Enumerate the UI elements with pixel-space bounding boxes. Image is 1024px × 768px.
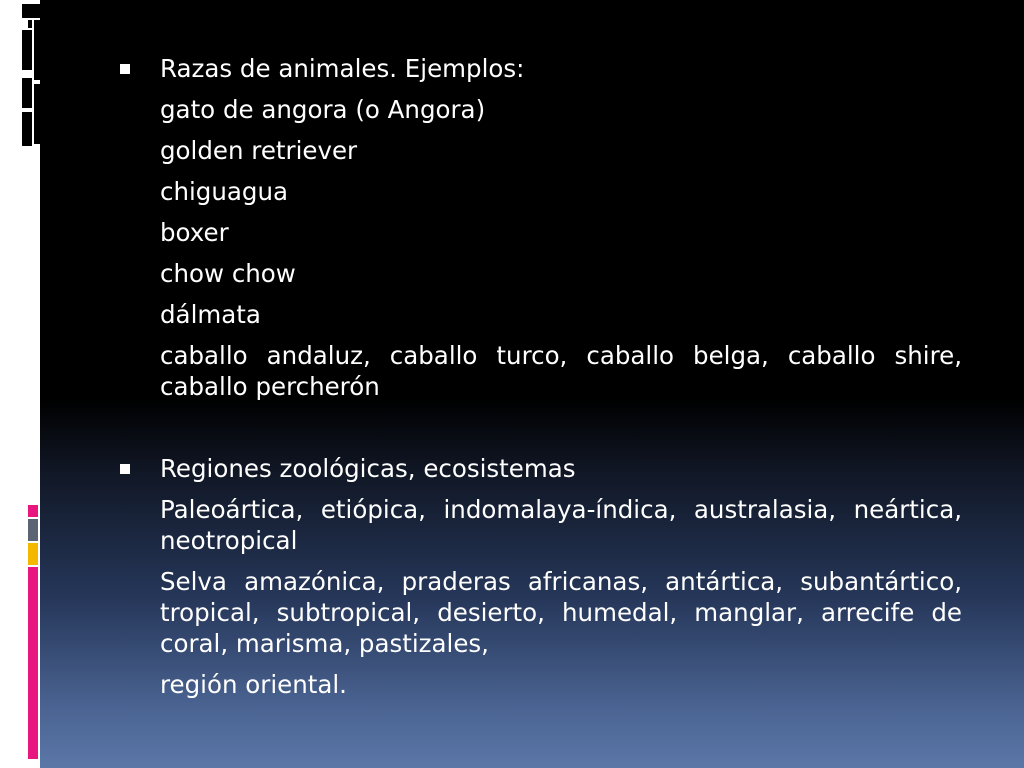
heading-text: Razas de animales. Ejemplos: — [160, 54, 525, 83]
list-item: chiguagua — [160, 177, 288, 206]
list-item-caballos: caballo andaluz, caballo turco, caballo belga, caballo shire, caballo percherón — [160, 341, 962, 401]
list-item: gato de angora (o Angora) — [160, 95, 486, 124]
top-left-decoration — [0, 0, 40, 150]
list-item: chow chow — [160, 259, 296, 288]
section-regiones — [120, 448, 962, 705]
square-bullet-icon — [120, 64, 130, 74]
bullet-heading-regiones — [120, 448, 962, 489]
list-item: boxer — [160, 218, 229, 247]
heading-text: Regiones zoológicas, ecosistemas — [160, 454, 576, 483]
square-bullet-icon — [120, 464, 130, 474]
paragraph-ecosistemas: Selva amazónica, praderas africanas, antártica, subantártico, tropical, subtropical, desierto, humedal, manglar, arrecife de coral, marisma, pastizales, — [160, 567, 962, 658]
section-spacer — [120, 407, 962, 448]
section-razas — [120, 48, 962, 407]
list-item-region-oriental: región oriental. — [160, 670, 347, 699]
list-item: golden retriever — [160, 136, 358, 165]
paragraph-regiones: Paleoártica, etiópica, indomalaya-índica, australasia, neártica, neotropical — [160, 495, 962, 555]
list-item: dálmata — [160, 300, 261, 329]
bottom-left-color-bars — [24, 505, 40, 768]
bullet-heading-razas — [120, 48, 962, 89]
slide-content — [120, 48, 962, 705]
